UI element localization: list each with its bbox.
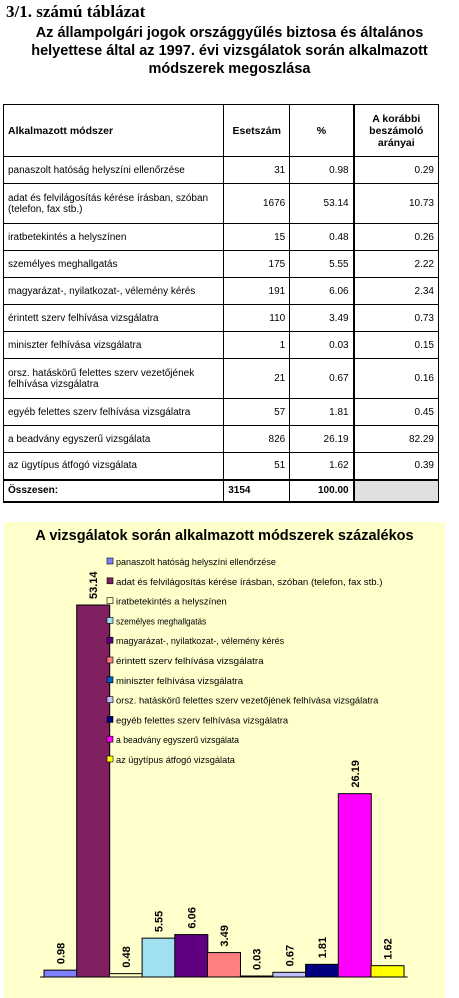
- bar-data-label: 1.81: [317, 936, 330, 959]
- cell-percent: 5.55: [290, 251, 354, 278]
- cell-method: személyes meghallgatás: [4, 251, 224, 278]
- table-row: [4, 278, 439, 305]
- caption-line-1: Az állampolgári jogok országgyűlés biztosa és általános: [35, 25, 424, 41]
- legend-entry: az ügytípus átfogó vizsgálata: [116, 755, 235, 765]
- table-row: [4, 305, 439, 332]
- bar: [175, 935, 208, 977]
- cell-method: érintett szerv felhívása vizsgálatra: [4, 305, 224, 332]
- cell-previous: 0.45: [354, 399, 439, 426]
- legend-entry: magyarázat-, nyilatkozat-, vélemény kérés: [116, 636, 285, 647]
- cell-count: 1: [224, 332, 290, 359]
- cell-percent: 0.48: [290, 224, 354, 251]
- cell-method: egyéb felettes szerv felhívása vizsgálatra: [4, 399, 224, 426]
- table-row: [4, 224, 439, 251]
- chart-title: A vizsgálatok során alkalmazott módszerek százalékos: [35, 528, 414, 544]
- bar-data-label: 3.49: [219, 925, 231, 947]
- cell-count: 51: [224, 453, 290, 480]
- cell-method: az ügytípus átfogó vizsgálata: [4, 453, 224, 480]
- table-row: [4, 399, 439, 426]
- bar: [240, 976, 273, 977]
- legend-swatch: [107, 637, 113, 643]
- legend-swatch: [107, 677, 113, 683]
- total-previous: [354, 480, 439, 502]
- legend-swatch: [107, 598, 113, 604]
- cell-previous: 10.73: [354, 184, 439, 224]
- bar: [338, 794, 371, 977]
- table-row: [4, 184, 439, 224]
- bar-data-label: 0.98: [55, 942, 68, 965]
- total-count: 3154: [224, 480, 290, 502]
- cell-previous: 0.73: [354, 305, 439, 332]
- cell-count: 21: [224, 359, 290, 399]
- bar-data-label: 53.14: [88, 571, 101, 599]
- table-row: [4, 426, 439, 453]
- bar-chart: [4, 522, 445, 998]
- legend-swatch: [107, 697, 113, 703]
- legend-entry: adat és felvilágosítás kérése írásban, szóban (telefon, fax stb.): [116, 576, 383, 587]
- legend-swatch: [107, 558, 113, 564]
- legend-entry: iratbetekintés a helyszínen: [116, 596, 227, 607]
- legend-entry: miniszter felhívása vizsgálatra: [116, 675, 244, 686]
- bar: [77, 605, 110, 977]
- bar-data-label: 6.06: [186, 907, 199, 929]
- caption-line-2: helyettese által az 1997. évi vizsgálatok során alkalmazott: [31, 43, 428, 59]
- header-method: Alkalmazott módszer: [4, 105, 224, 157]
- table-header-row: [4, 105, 439, 157]
- bar: [273, 972, 306, 977]
- cell-percent: 1.81: [290, 399, 354, 426]
- legend-swatch: [107, 716, 113, 722]
- cell-method: iratbetekintés a helyszínen: [4, 224, 224, 251]
- table-total-row: [4, 480, 439, 502]
- caption-line-3: módszerek megoszlása: [148, 61, 311, 77]
- cell-previous: 0.15: [354, 332, 439, 359]
- page-heading: 3/1. számú táblázat: [6, 2, 146, 21]
- bar-data-label: 26.19: [349, 760, 362, 788]
- bar: [44, 970, 77, 977]
- cell-percent: 53.14: [290, 184, 354, 224]
- total-percent: 100.00: [290, 480, 354, 502]
- cell-percent: 26.19: [290, 426, 354, 453]
- cell-method: miniszter felhívása vizsgálatra: [4, 332, 224, 359]
- cell-percent: 6.06: [290, 278, 354, 305]
- cell-percent: 0.98: [290, 157, 354, 184]
- cell-count: 826: [224, 426, 290, 453]
- legend-entry: orsz. hatáskörű felettes szerv vezetőjének felhívása vizsgálatra: [116, 695, 379, 706]
- legend-entry: egyéb felettes szerv felhívása vizsgálatra: [116, 715, 289, 726]
- cell-previous: 0.39: [354, 453, 439, 480]
- table-row: [4, 157, 439, 184]
- bar: [208, 953, 241, 977]
- chart-panel: [4, 522, 445, 998]
- cell-previous: 2.34: [354, 278, 439, 305]
- methods-table: [3, 104, 439, 503]
- bar: [109, 974, 142, 977]
- cell-method: panaszolt hatóság helyszíni ellenőrzése: [4, 157, 224, 184]
- legend-swatch: [107, 657, 113, 663]
- bar-data-label: 0.03: [251, 948, 264, 970]
- bar-data-label: 0.48: [120, 946, 133, 968]
- legend-swatch: [107, 736, 113, 742]
- cell-previous: 0.26: [354, 224, 439, 251]
- cell-method: adat és felvilágosítás kérése írásban, szóban (telefon, fax stb.): [4, 184, 224, 224]
- cell-previous: 0.29: [354, 157, 439, 184]
- table-row: [4, 453, 439, 480]
- cell-percent: 0.03: [290, 332, 354, 359]
- legend-swatch: [107, 617, 113, 623]
- cell-method: orsz. hatáskörű felettes szerv vezetőjének felhívása vizsgálatra: [4, 359, 224, 399]
- cell-count: 191: [224, 278, 290, 305]
- bar: [306, 964, 339, 977]
- legend-swatch: [107, 578, 113, 584]
- table-caption: [0, 24, 459, 78]
- cell-method: magyarázat-, nyilatkozat-, vélemény kérés: [4, 278, 224, 305]
- cell-percent: 1.62: [290, 453, 354, 480]
- bar: [371, 966, 404, 977]
- cell-percent: 0.67: [290, 359, 354, 399]
- cell-method: a beadvány egyszerű vizsgálata: [4, 426, 224, 453]
- header-count: Esetszám: [224, 105, 290, 157]
- cell-percent: 3.49: [290, 305, 354, 332]
- bar-data-label: 1.62: [382, 938, 395, 960]
- legend-entry: a beadvány egyszerű vizsgálata: [116, 735, 239, 746]
- bar-data-label: 5.55: [153, 910, 166, 933]
- cell-count: 57: [224, 399, 290, 426]
- cell-count: 110: [224, 305, 290, 332]
- cell-previous: 82.29: [354, 426, 439, 453]
- cell-count: 1676: [224, 184, 290, 224]
- legend-entry: érintett szerv felhívása vizsgálatra: [116, 656, 264, 666]
- bar: [142, 938, 175, 977]
- bar-data-label: 0.67: [284, 944, 297, 967]
- header-percent: %: [290, 105, 354, 157]
- cell-previous: 2.22: [354, 251, 439, 278]
- legend-entry: panaszolt hatóság helyszíni ellenőrzése: [116, 557, 276, 567]
- table-row: [4, 359, 439, 399]
- cell-previous: 0.16: [354, 359, 439, 399]
- total-label: Összesen:: [4, 480, 224, 502]
- cell-count: 31: [224, 157, 290, 184]
- table-row: [4, 332, 439, 359]
- legend-swatch: [107, 756, 113, 762]
- cell-count: 175: [224, 251, 290, 278]
- cell-count: 15: [224, 224, 290, 251]
- table-row: [4, 251, 439, 278]
- legend-entry: személyes meghallgatás: [116, 616, 207, 627]
- header-previous: A korábbi beszámoló arányai: [354, 105, 439, 157]
